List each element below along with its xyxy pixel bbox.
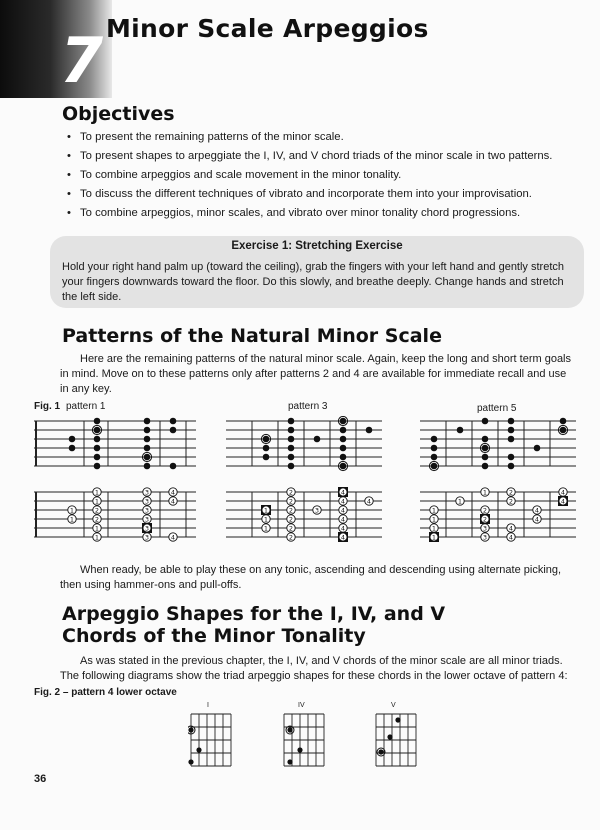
natural-minor-intro: Here are the remaining patterns of the natural minor scale. Again, keep the long and short term goals in mind. Move on to these patterns only after patterns 2 and 4 are available for immediate recall and use in any key. [60,353,572,395]
svg-text:2: 2 [482,506,488,515]
page-title: Minor Scale Arpeggios [106,14,429,43]
objective-item: • To present the remaining patterns of the minor scale. [66,130,576,149]
svg-text:3: 3 [144,506,150,515]
svg-text:4: 4 [170,488,176,497]
pattern-1-label: pattern 1 [66,401,106,412]
chord-label-I: I [207,702,209,709]
svg-text:3: 3 [144,497,150,506]
svg-text:1: 1 [457,497,463,506]
svg-text:4: 4 [170,497,176,506]
objective-item: • To present shapes to arpeggiate the I, IV, and V chord triads of the minor scale in two patterns. [66,149,576,168]
svg-text:3: 3 [144,524,150,533]
svg-text:1: 1 [263,524,269,533]
svg-text:3: 3 [482,533,488,542]
svg-text:1: 1 [263,515,269,524]
svg-text:1: 1 [263,506,269,515]
svg-text:4: 4 [340,515,346,524]
svg-text:1: 1 [94,488,100,497]
svg-text:2: 2 [288,524,294,533]
arpeggio-diagram-I [188,710,234,770]
svg-text:2: 2 [288,506,294,515]
fingering-diagram-pattern-5 [420,487,576,547]
svg-text:2: 2 [288,488,294,497]
svg-text:2: 2 [482,515,488,524]
exercise-box [50,236,584,308]
svg-text:3: 3 [144,488,150,497]
fig2-label: Fig. 2 – pattern 4 lower octave [34,687,177,698]
svg-text:2: 2 [288,533,294,542]
fingering-diagram-pattern-3 [226,487,382,547]
page-number: 36 [34,773,47,785]
fingering-diagram-pattern-1 [34,487,196,547]
svg-text:1: 1 [69,515,75,524]
svg-text:4: 4 [340,506,346,515]
svg-text:1: 1 [94,533,100,542]
svg-text:4: 4 [534,506,540,515]
objective-item: • To discuss the different techniques of vibrato and incorporate them into your improvisation. [66,187,576,206]
svg-text:4: 4 [340,533,346,542]
svg-text:1: 1 [431,515,437,524]
svg-text:4: 4 [560,488,566,497]
svg-text:3: 3 [314,506,320,515]
fig1-label: Fig. 1 [34,401,61,412]
scale-diagram-pattern-5 [420,416,576,474]
svg-text:2: 2 [94,506,100,515]
pattern-3-label: pattern 3 [288,401,328,412]
svg-text:1: 1 [431,533,437,542]
svg-text:2: 2 [94,515,100,524]
arpeggio-intro: As was stated in the previous chapter, the I, IV, and V chords of the minor scale are all minor triads. The following diagrams show the triad arpeggio shapes for these chords in the lower octave of pattern 4: [60,655,568,682]
chord-label-IV: IV [298,702,305,709]
svg-text:1: 1 [431,524,437,533]
svg-text:1: 1 [94,497,100,506]
svg-text:1: 1 [431,506,437,515]
arpeggio-heading-line-2: Chords of the Minor Tonality [62,625,366,647]
svg-text:4: 4 [340,488,346,497]
natural-minor-outro: When ready, be able to play these on any tonic, ascending and descending using alternate picking, then using hammer-ons and pull-offs. [60,564,562,591]
svg-text:4: 4 [340,524,346,533]
exercise-title: Exercise 1: Stretching Exercise [231,240,403,252]
chapter-number: 7 [60,24,104,97]
objective-item: • To combine arpeggios, minor scales, and vibrato over minor tonality chord progressions. [66,206,576,225]
svg-text:4: 4 [340,497,346,506]
chord-label-V: V [391,702,396,709]
exercise-body: Hold your right hand palm up (toward the ceiling), grab the fingers with your left hand and gently stretch your fingers downwards toward the floor. Do this slowly, and breathe deeply. Change hands and stretch the left side. [62,261,564,303]
scale-diagram-pattern-3 [226,416,382,474]
svg-text:2: 2 [288,497,294,506]
svg-text:4: 4 [170,533,176,542]
svg-text:2: 2 [288,515,294,524]
objective-item: • To combine arpeggios and scale movement in the minor tonality. [66,168,576,187]
svg-text:2: 2 [508,497,514,506]
svg-text:1: 1 [482,488,488,497]
svg-text:4: 4 [560,497,566,506]
pattern-5-label: pattern 5 [477,403,517,414]
arpeggio-diagram-V [373,710,419,770]
svg-text:1: 1 [69,506,75,515]
svg-text:2: 2 [508,488,514,497]
svg-text:1: 1 [94,524,100,533]
svg-text:4: 4 [366,497,372,506]
arpeggio-heading-line-1: Arpeggio Shapes for the I, IV, and V [62,603,446,625]
natural-minor-heading: Patterns of the Natural Minor Scale [62,325,442,347]
svg-text:4: 4 [508,533,514,542]
svg-text:4: 4 [508,524,514,533]
svg-text:3: 3 [482,524,488,533]
objectives-list [66,130,576,225]
scale-diagram-pattern-1 [34,416,196,474]
objectives-heading: Objectives [62,103,175,125]
svg-text:3: 3 [144,533,150,542]
arpeggio-diagram-IV [281,710,327,770]
svg-text:4: 4 [534,515,540,524]
svg-text:3: 3 [144,515,150,524]
